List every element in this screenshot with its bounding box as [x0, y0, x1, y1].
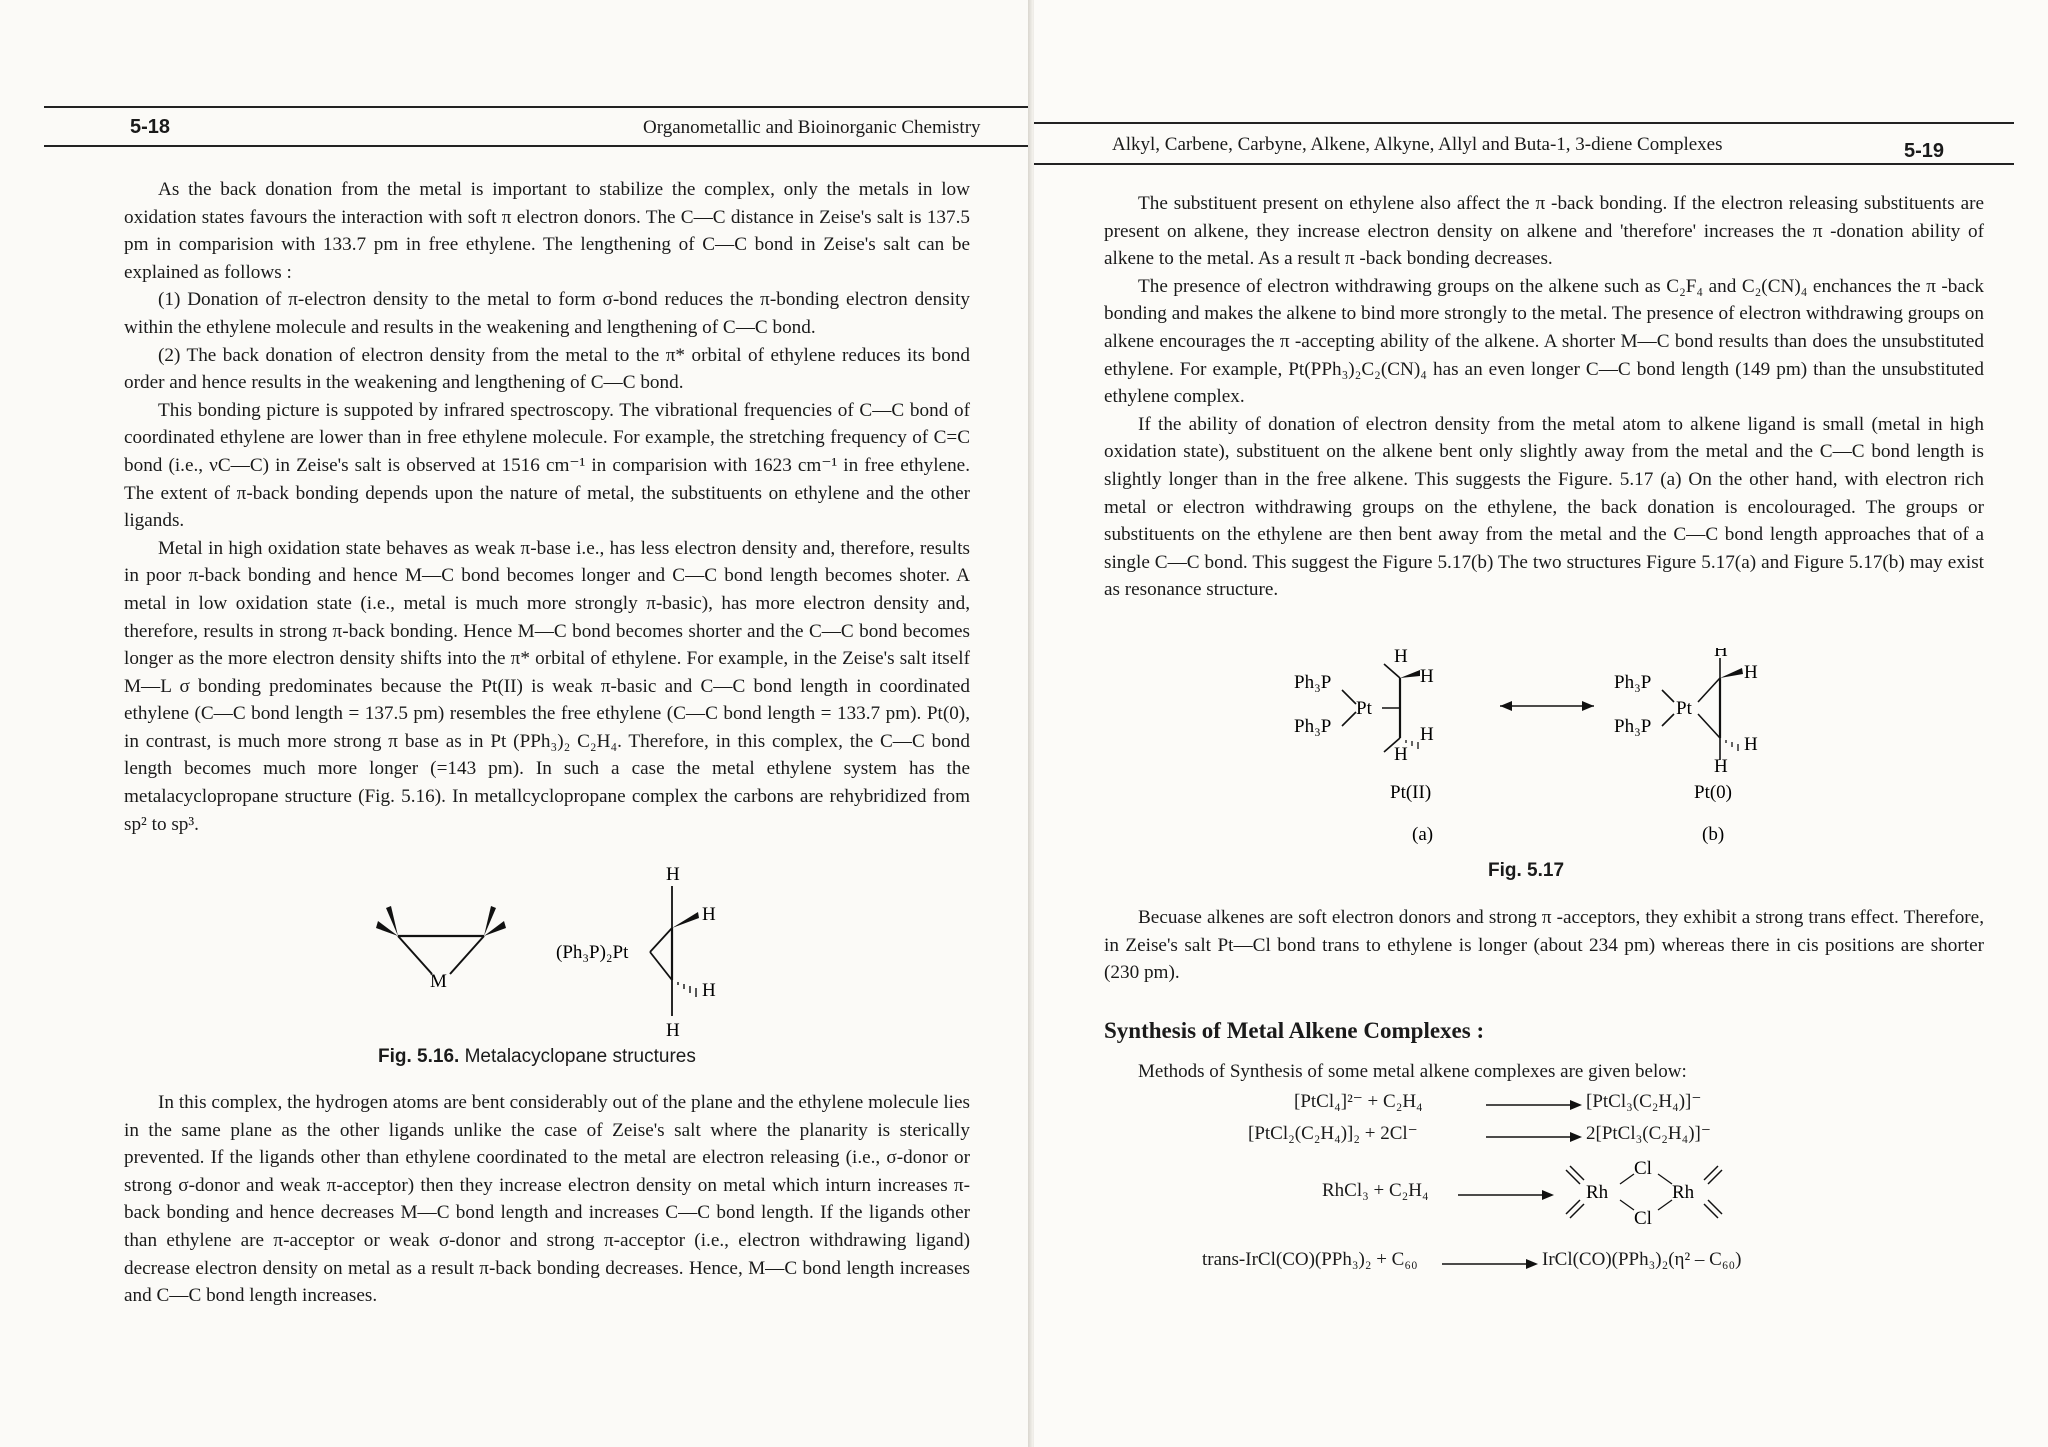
equation-2-left: [PtCl₂(C₂H₄)]₂ + 2Cl⁻: [1248, 1123, 1418, 1144]
h-label-b-upper: H: [1744, 662, 1758, 683]
h-label-a-lower: H: [1420, 724, 1434, 745]
equation-2-right: 2[PtCl₃(C₂H₄)]⁻: [1586, 1123, 1711, 1144]
h-label-bottom: H: [666, 1020, 680, 1038]
paragraph: Metal in high oxidation state behaves as weak π-base i.e., has less electron density and, therefore, results in poor π-back bonding and hence M—C bond becomes longer and C—C bond length becomes shoter. A metal in low oxidation state (i.e., metal is much more strongly π-basic), has more electron density and, therefore, results in strong π-back bonding. Hence M—C bond becomes shorter and the C—C bond becomes longer as the more electron density shifts into the π* orbital of ethylene. For example, in the Zeise's salt itself M—L σ bonding predominates because the Pt(II) is weak π-basic and C—C bond length in coordinated ethylene (C—C bond length = 137.5 pm) resembles the free ethylene (C—C bond length = 133.7 pm). Pt(0), in contrast, is much more strong π base as in Pt (PPh₃)₂ C₂H₄. Therefore, in this complex, the C—C bond length becomes much more longer (=143 pm). In such a case the metal ethylene system has the metalacyclopropane structure (Fig. 5.16). In metallcyclopropane complex the carbons are rehybridized from sp² to sp³.: [124, 537, 970, 835]
left-running-title: Organometallic and Bioinorganic Chemistry: [643, 117, 981, 138]
complex-label: (Ph₃P)₂Pt: [556, 942, 629, 963]
right-page: [1034, 0, 2048, 1447]
figure-5-16: [360, 858, 780, 1038]
metal-label-b: Pt: [1676, 698, 1692, 719]
right-header-rule-top: [1034, 122, 2014, 124]
h-label-lower-right: H: [702, 980, 716, 1001]
oxidation-label-a: Pt(II): [1390, 782, 1432, 803]
h-label-b-lower: H: [1744, 734, 1758, 755]
synthesis-intro: Methods of Synthesis of some metal alkene complexes are given below:: [1138, 1061, 1687, 1082]
ligand-label-b2: Ph₃P: [1614, 716, 1652, 737]
h-label-upper-right: H: [702, 904, 716, 925]
cl-label-bottom: Cl: [1634, 1208, 1652, 1229]
left-header-rule-bottom: [44, 145, 1030, 147]
paragraph: As the back donation from the metal is important to stabilize the complex, only the metals in low oxidation states favours the interaction with soft π electron donors. The C—C distance in Zeise's salt is 137.5 pm in comparision with 133.7 pm in free ethylene. The lengthening of C—C bond in Zeise's salt can be explained as follows :: [124, 179, 970, 283]
equation-2-arrow: [1486, 1129, 1582, 1145]
equation-1-arrow: [1486, 1097, 1582, 1113]
structure-label-a: (a): [1412, 824, 1434, 845]
rh-label-left: Rh: [1586, 1182, 1609, 1203]
h-label-top: H: [666, 864, 680, 885]
left-header-rule-top: [44, 106, 1030, 108]
left-page-number: 5-18: [130, 116, 171, 138]
synthesis-heading: Synthesis of Metal Alkene Complexes :: [1104, 1018, 1485, 1043]
figure-5-17-caption: Fig. 5.17: [1488, 860, 1565, 881]
equation-4-arrow: [1442, 1256, 1538, 1272]
right-body-text-after: [1104, 904, 1984, 987]
paragraph: This bonding picture is suppoted by infrared spectroscopy. The vibrational frequencies of C—C bond of coordinated ethylene are lower than in free ethylene molecule. For example, the stretching frequency of C=C bond (i.e., νC—C) in Zeise's salt is observed at 1516 cm⁻¹ in comparision with 1623 cm⁻¹ in free ethylene. The extent of π-back bonding depends upon the nature of metal, the substituents on ethylene and the other ligands.: [124, 399, 970, 532]
caption-text: Metalacyclopane structures: [464, 1046, 696, 1067]
paragraph: (1) Donation of π-electron density to the metal to form σ-bond reduces the π-bonding electron density within the ethylene molecule and results in the weakening and lengthening of C—C bond.: [124, 289, 970, 338]
paragraph: In this complex, the hydrogen atoms are bent considerably out of the plane and the ethylene molecule lies in the same plane as the other ligands unlike the case of Zeise's salt where the planarity is sterically prevented. If the ligands other than ethylene coordinated to the metal are electron releasing (i.e., σ-donor or strong σ-donor and weak π-acceptor) then they increase electron density on metal which inturn increases π-back bonding and hence decreases M—C bond length and increases C—C bond length. If the ligands other than ethylene are π-acceptor or weak σ-donor and strong π-acceptor (i.e., electron withdrawing ligand) decrease electron density on metal as a result π-back bonding decreases. Hence, M—C bond length increases and C—C bond length increases.: [124, 1092, 970, 1307]
right-body-text: [1104, 190, 1984, 604]
h-label-a-bottom: H: [1394, 744, 1408, 765]
paragraph: (2) The back donation of electron density from the metal to the π* orbital of ethylene reduces its bond order and hence results in the weakening and lengthening of C—C bond.: [124, 344, 970, 394]
ligand-label-b1: Ph₃P: [1614, 672, 1652, 693]
rh-label-right: Rh: [1672, 1182, 1695, 1203]
equation-4-right: IrCl(CO)(PPh₃)₂(η² – C₆₀): [1542, 1249, 1742, 1270]
h-label-b-top: H: [1714, 648, 1728, 661]
ligand-label-a2: Ph₃P: [1294, 716, 1332, 737]
equation-3-arrow: [1458, 1187, 1554, 1203]
figure-5-17: [1284, 648, 1844, 848]
metal-label-a: Pt: [1356, 698, 1372, 719]
h-label-a-upper: H: [1420, 666, 1434, 687]
h-label-a-top: H: [1394, 648, 1408, 667]
paragraph: If the ability of donation of electron density from the metal atom to alkene ligand is small (metal in high oxidation state), substituent on the alkene bent only slightly away from the metal and the C—C bond length is slightly longer than in the free alkene. This suggests the Figure. 5.17 (a) On the other hand, with electron rich metal or electron withdrawing groups on the ethylene, the back donation is encolouraged. The groups or substituents on the ethylene are then bent away from the metal and the C—C bond length approaches that of a single C—C bond. This suggest the Figure 5.17(b) The two structures Figure 5.17(a) and Figure 5.17(b) may exist as resonance structure.: [1104, 413, 1984, 601]
metalacyclopropane-diagram: [360, 858, 780, 1038]
figure-5-16-caption: [378, 1046, 696, 1068]
left-body-text-after: [124, 1089, 970, 1310]
equation-4-left: trans-IrCl(CO)(PPh₃)₂ + C₆₀: [1202, 1249, 1418, 1270]
ligand-label-a1: Ph₃P: [1294, 672, 1332, 693]
equation-3-left: RhCl₃ + C₂H₄: [1322, 1180, 1429, 1201]
resonance-structures-diagram: [1284, 648, 1844, 848]
equation-1-left: [PtCl₄]²⁻ + C₂H₄: [1294, 1091, 1423, 1112]
metal-label: M: [430, 971, 447, 992]
paragraph: The substituent present on ethylene also affect the π -back bonding. If the electron releasing substituents are present on alkene, they increase electron density on alkene and 'therefore' increases the π -donation ability of alkene to the metal. As a result π -back bonding decreases.: [1104, 193, 1984, 270]
caption-number: Fig. 5.16.: [378, 1046, 460, 1067]
right-header-rule-bottom: [1034, 163, 2014, 165]
right-running-title: Alkyl, Carbene, Carbyne, Alkene, Alkyne, Allyl and Buta-1, 3-diene Complexes: [1112, 134, 1723, 155]
equation-1-right: [PtCl₃(C₂H₄)]⁻: [1586, 1091, 1702, 1112]
cl-label-top: Cl: [1634, 1158, 1652, 1179]
rhodium-dimer-diagram: [1554, 1152, 1754, 1232]
oxidation-label-b: Pt(0): [1694, 782, 1732, 803]
paragraph: The presence of electron withdrawing groups on the alkene such as C₂F₄ and C₂(CN)₄ enchances the π -back bonding and makes the alkene to bind more strongly to the metal. The presence of electron withdrawing groups on alkene encourages the π -accepting ability of the alkene. A shorter M—C bond results than does the unsubstituted ethylene. For example, Pt(PPh₃)₂C₂(CN)₄ has an even longer C—C bond length (149 pm) than the unsubstituted ethylene complex.: [1104, 275, 1984, 408]
right-page-number: 5-19: [1904, 140, 1945, 162]
left-body-text: [124, 176, 970, 838]
paragraph: Becuase alkenes are soft electron donors and strong π -acceptors, they exhibit a strong trans effect. Therefore, in Zeise's salt Pt—Cl bond trans to ethylene is longer (about 234 pm) whereas there in cis positions are shorter (230 pm).: [1104, 907, 1984, 984]
structure-label-b: (b): [1702, 824, 1725, 845]
h-label-b-bottom: H: [1714, 756, 1728, 777]
